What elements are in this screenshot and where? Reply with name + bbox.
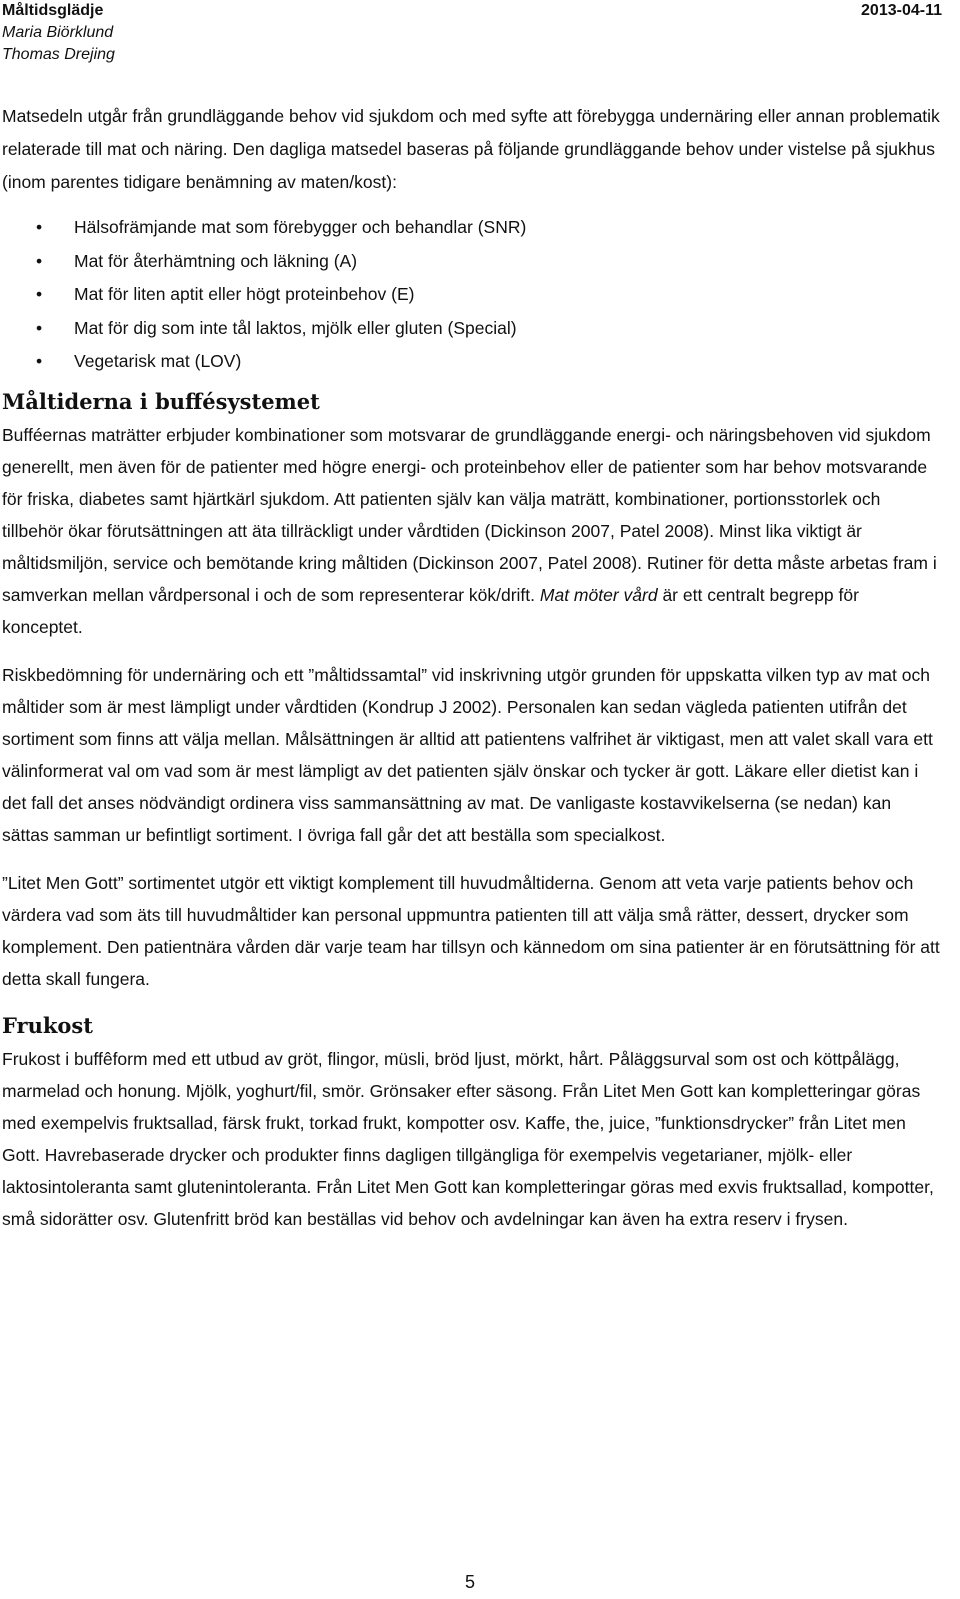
list-item: • Mat för återhämtning och läkning (A) (2, 245, 942, 279)
bullet-icon: • (36, 351, 43, 371)
list-item: • Vegetarisk mat (LOV) (2, 345, 942, 379)
section-heading: Frukost (2, 1012, 93, 1038)
document-body (2, 100, 942, 1235)
author-name: Maria Biörklund (2, 24, 114, 41)
list-item: • Mat för liten aptit eller högt proteinbehov (E) (2, 278, 942, 312)
list-item: • Mat för dig som inte tål laktos, mjölk eller gluten (Special) (2, 312, 942, 346)
page-header (2, 0, 942, 66)
bullet-icon: • (36, 317, 43, 338)
bullet-icon: • (36, 250, 43, 271)
author-name: Thomas Drejing (2, 46, 115, 63)
bullet-icon: • (36, 217, 43, 237)
page-number: 5 (464, 1572, 475, 1592)
needs-list (2, 211, 942, 379)
italic-phrase: Mat möter vård (539, 584, 658, 605)
document-title: Måltidsglädje (2, 2, 104, 19)
section-heading: Måltiderna i buffésystemet (2, 388, 320, 414)
list-item: • Hälsofrämjande mat som förebygger och behandlar (SNR) (2, 211, 942, 245)
document-date: 2013-04-11 (861, 2, 942, 19)
paragraph: Bufféernas maträtter erbjuder kombinationer som motsvarar de grundläggande energi- och näringsbehoven vid sjukdom generellt, men även för de patienter med högre energi- och proteinbehov eller de patienter som har behov motsvarande för friska, diabetes samt hjärtkärl sjukdom. Att patienten själv kan välja maträtt, kombinationer, portionsstorlek och tillbehör ökar förutsättningen att äta tillräckligt under vårdtiden (Dickinson 2007, Patel 2008). Minst lika viktigt är måltidsmiljön, service och bemötande kring måltiden (Dickinson 2007, Patel 2008). Rutiner för detta måste arbetas fram i samverkan mellan vårdpersonal i och de som representerar kök/drift. Mat möter vård är ett centralt begrepp för konceptet. (2, 424, 937, 637)
paragraph: Riskbedömning för undernäring och ett ”måltidssamtal” vid inskrivning utgör grunden för uppskatta vilken typ av mat och måltider som är mest lämpligt under vårdtiden (Kondrup J 2002). Personalen kan sedan vägleda patienten utifrån det sortiment som finns att välja mellan. Målsättningen är alltid att patientens valfrihet är viktigast, men att valet skall vara ett välinformerat val om vad som är mest lämpligt av det patienten själv önskar och tycker är gott. Läkare eller dietist kan i det fall det anses nödvändigt ordinera viss sammansättning av mat. De vanligaste kostavvikelserna (se nedan) kan sättas samman ur befintligt sortiment. I övriga fall går det att beställa som specialkost. (2, 664, 933, 845)
paragraph: Frukost i buffêform med ett utbud av gröt, flingor, müsli, bröd ljust, mörkt, hårt. Påläggsurval som ost och köttpålägg, marmelad och honung. Mjölk, yoghurt/fil, smör. Grönsaker efter säsong. Från Litet Men Gott kan kompletteringar göras med exempelvis fruktsallad, färsk frukt, torkad frukt, kompotter osv. Kaffe, the, juice, ”funktionsdrycker” från Litet men Gott. Havrebaserade drycker och produkter finns dagligen tillgängliga för exempelvis vegetarianer, mjölk- eller laktosintoleranta samt glutenintoleranta. Från Litet Men Gott kan kompletteringar göras med exvis fruktsallad, kompotter, små sidorätter osv. Glutenfritt bröd kan beställas vid behov och avdelningar kan även ha extra reserv i frysen. (2, 1048, 934, 1229)
bullet-icon: • (36, 284, 43, 304)
intro-paragraph: Matsedeln utgår från grundläggande behov vid sjukdom och med syfte att förebygga undernäring eller annan problematik relaterade till mat och näring. Den dagliga matsedel baseras på följande grundläggande behov under vistelse på sjukhus (inom parentes tidigare benämning av maten/kost): (2, 106, 940, 192)
paragraph: ”Litet Men Gott” sortimentet utgör ett viktigt komplement till huvudmåltiderna. Genom att veta varje patients behov och värdera vad som äts till huvudmåltider kan personal uppmuntra patienten till att välja små rätter, dessert, drycker som komplement. Den patientnära vården där varje team har tillsyn och kännedom om sina patienter är en förutsättning för att detta skall fungera. (2, 872, 940, 989)
